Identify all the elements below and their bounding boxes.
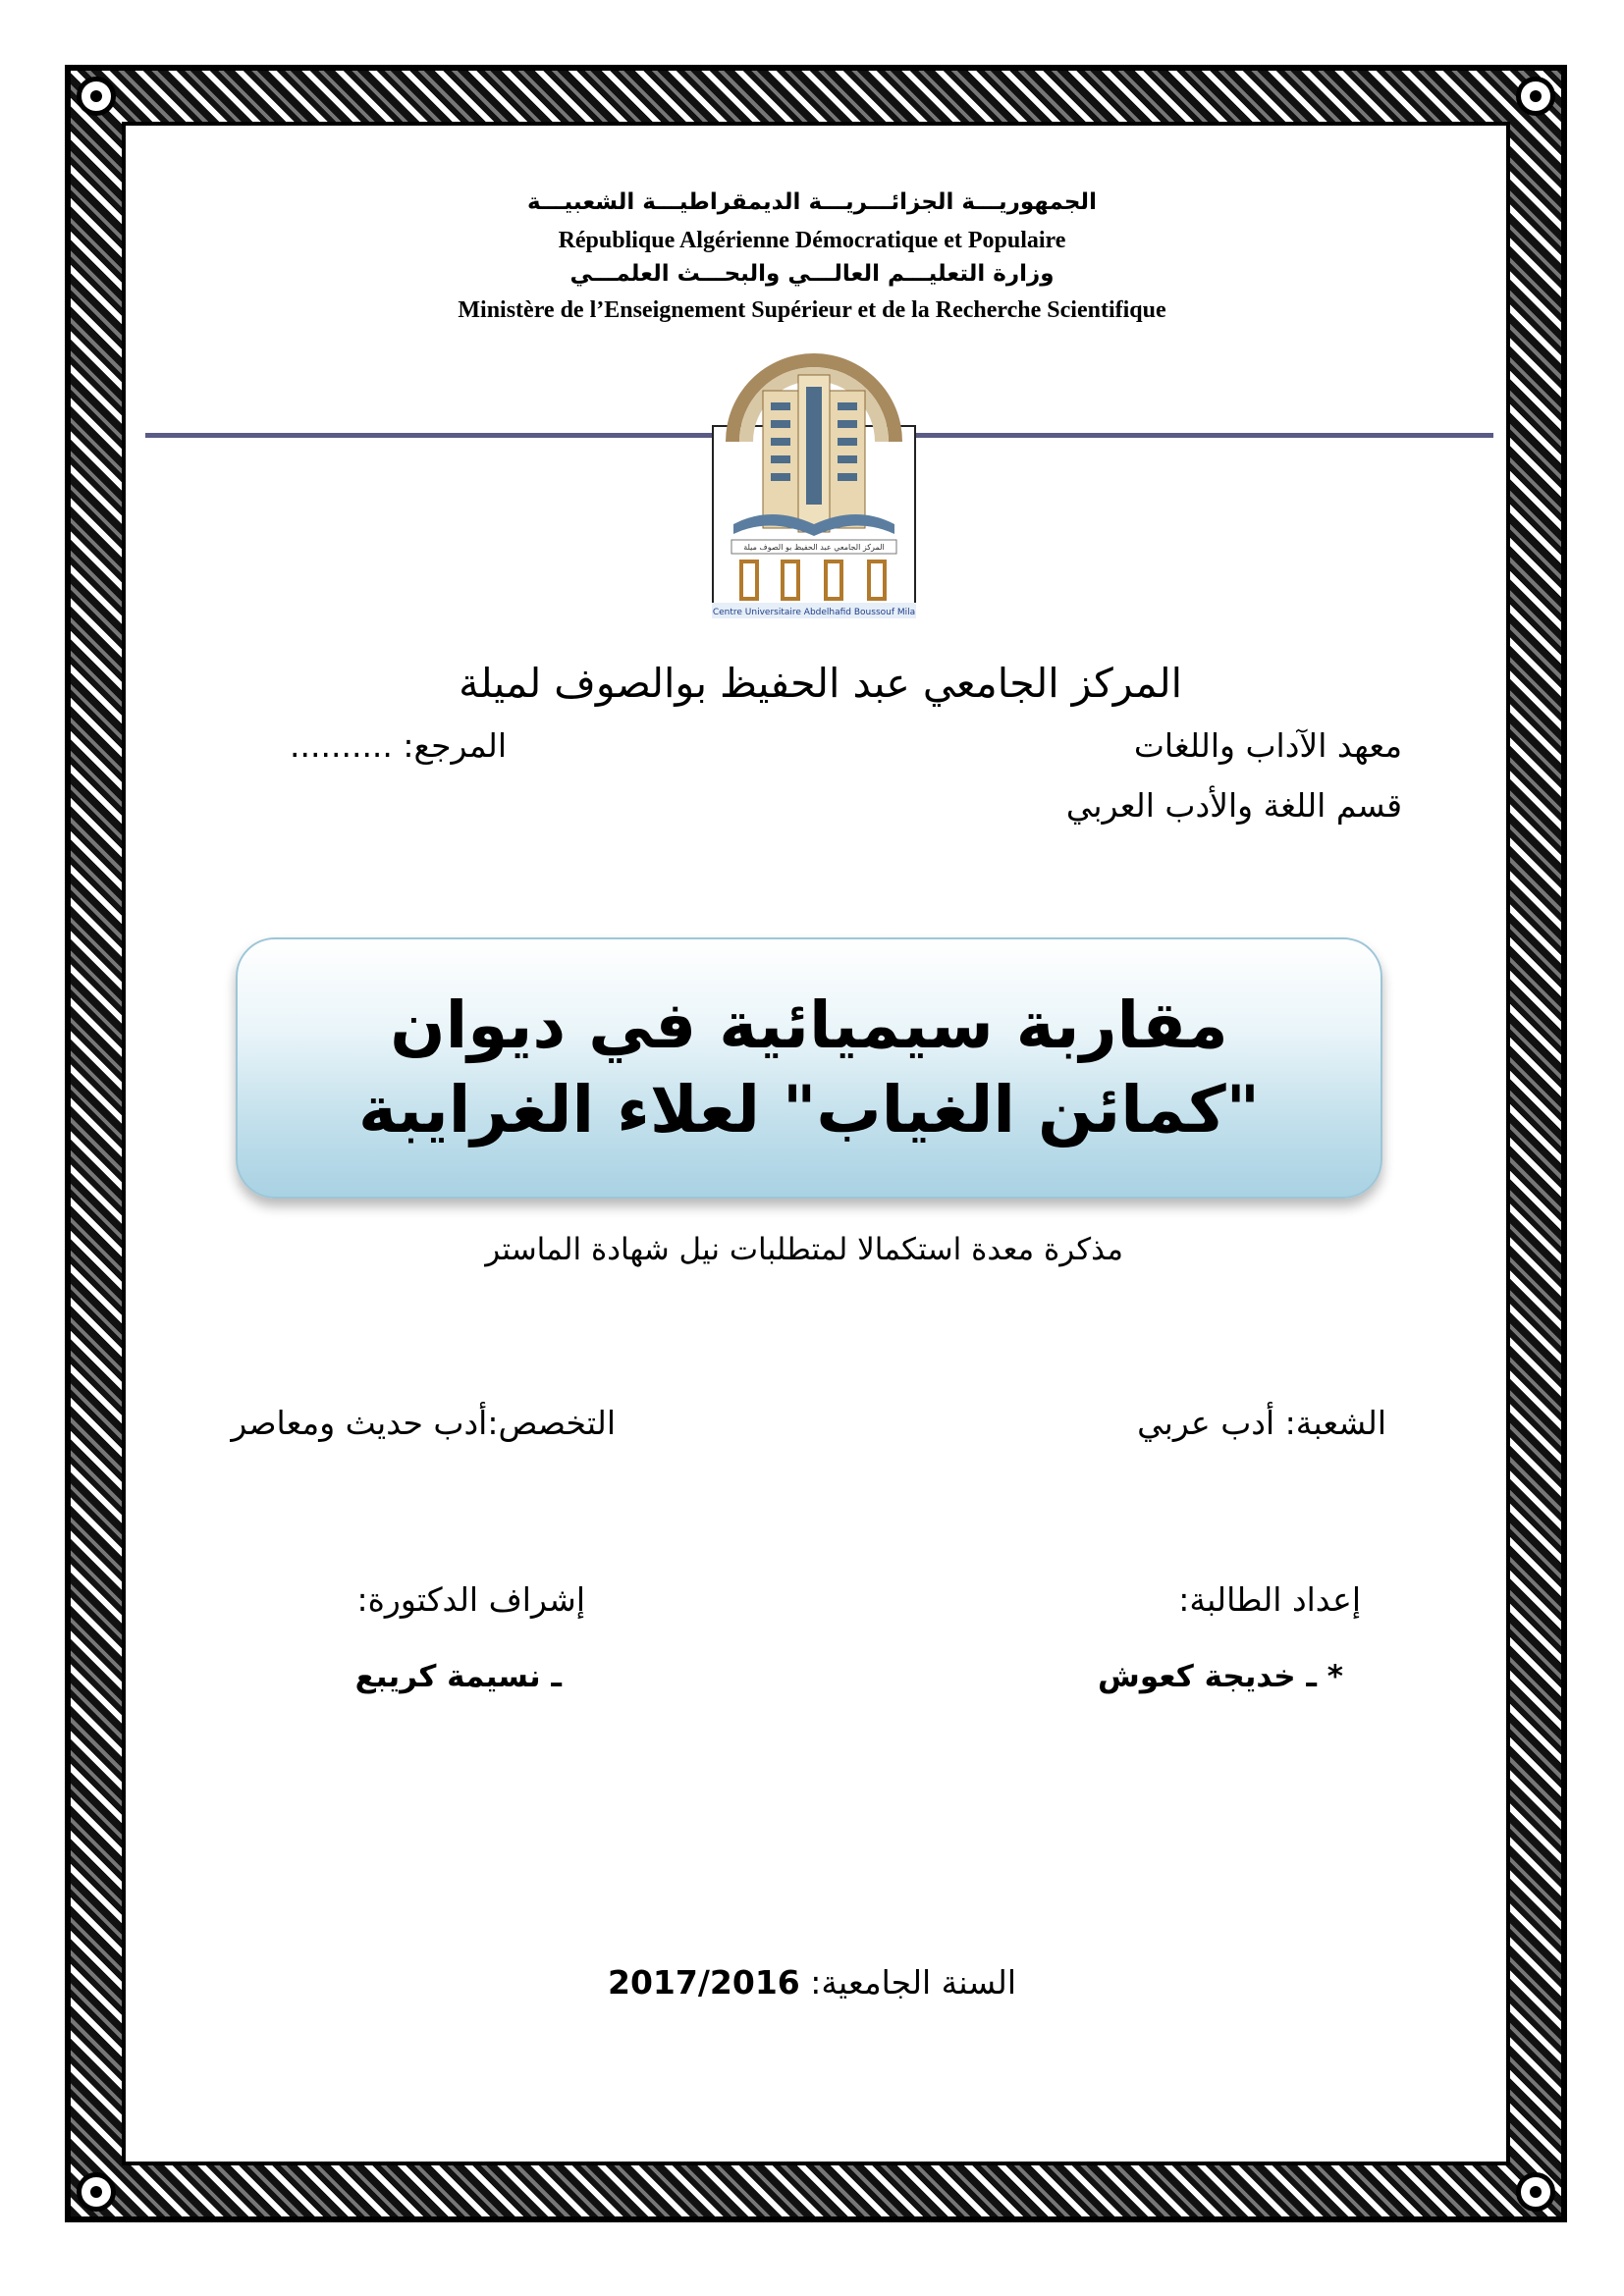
supervisor-name: ـ نسيمة كريبع bbox=[354, 1659, 562, 1694]
university-logo bbox=[712, 332, 916, 618]
academic-year bbox=[0, 1963, 1624, 2002]
corner-ornament-icon bbox=[1516, 2172, 1555, 2212]
branch-field: الشعبة: أدب عربي bbox=[1137, 1404, 1386, 1442]
divider-right bbox=[916, 433, 1493, 438]
logo-caption: Centre Universitaire Abdelhafid Boussouf Mila bbox=[712, 608, 916, 617]
thesis-subtitle: مذكرة معدة استكمالا لمتطلبات نيل شهادة الماستر bbox=[485, 1232, 1123, 1267]
ministry-french: Ministère de l’Enseignement Supérieur et de la Recherche Scientifique bbox=[458, 297, 1166, 323]
corner-ornament-icon bbox=[1516, 77, 1555, 116]
republic-arabic: الجمهوريـــة الجزائـــريـــة الديمقراطيـــة الشعبيـــة bbox=[527, 189, 1097, 215]
institute-name: معهد الآداب واللغات bbox=[1133, 726, 1402, 765]
department-name: قسم اللغة والأدب العربي bbox=[1065, 786, 1402, 825]
academic-year-value: 2017/2016 bbox=[608, 1963, 800, 2002]
republic-french: République Algérienne Démocratique et Populaire bbox=[558, 228, 1066, 253]
academic-year-label: السنة الجامعية: bbox=[810, 1963, 1016, 2002]
divider-left bbox=[145, 433, 713, 438]
specialty-field: التخصص:أدب حديث ومعاصر bbox=[231, 1404, 616, 1442]
thesis-title-line-2: "كمائن الغياب" لعلاء الغرايبة bbox=[358, 1072, 1260, 1148]
reference-field: المرجع: .......... bbox=[290, 726, 507, 765]
corner-ornament-icon bbox=[77, 2172, 116, 2212]
corner-ornament-icon bbox=[77, 77, 116, 116]
title-banner bbox=[236, 937, 1382, 1199]
student-name: * ـ خديجة كعوش bbox=[1098, 1659, 1343, 1694]
student-label: إعداد الطالبة: bbox=[1178, 1580, 1361, 1619]
center-name: المركز الجامعي عبد الحفيظ بوالصوف لميلة bbox=[459, 660, 1182, 707]
ministry-arabic: وزارة التعليـــم العالـــي والبحـــث العلمـــي bbox=[569, 261, 1055, 287]
supervisor-label: إشراف الدكتورة: bbox=[356, 1580, 585, 1619]
logo-arc-text: المركز الجامعي عبد الحفيظ بو الصوف ميلة bbox=[743, 543, 885, 552]
thesis-title-line-1: مقاربة سيميائية في ديوان bbox=[390, 988, 1228, 1064]
